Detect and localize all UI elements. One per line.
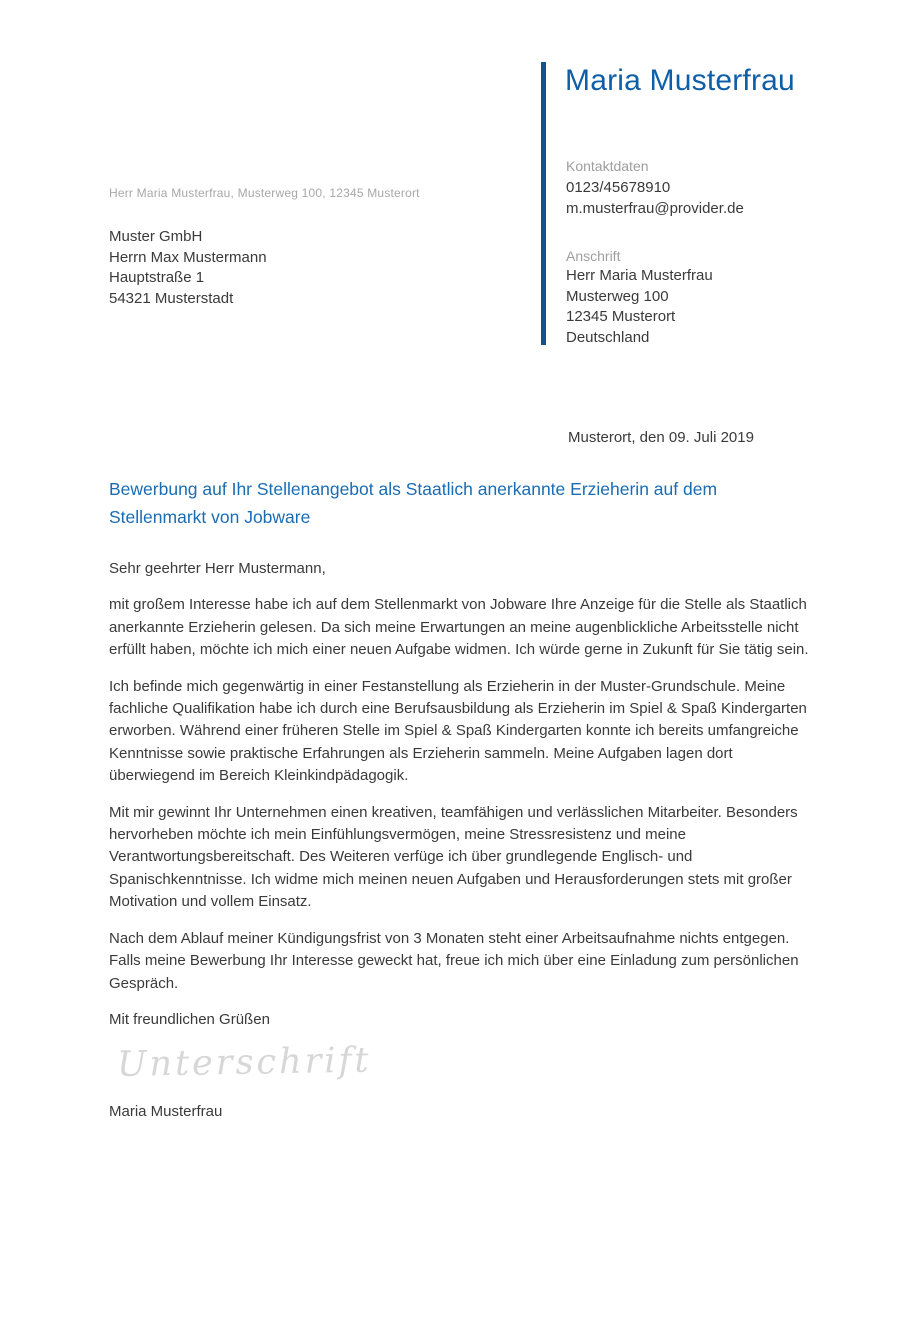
date-line: Musterort, den 09. Juli 2019 <box>568 429 754 446</box>
recipient-line-person: Herrn Max Mustermann <box>109 248 267 266</box>
recipient-line-street: Hauptstraße 1 <box>109 269 205 286</box>
address-line-name: Herr Maria Musterfrau <box>566 267 713 285</box>
address-line-street: Musterweg 100 <box>566 287 669 305</box>
closing-phrase: Mit freundlichen Grüßen <box>109 1010 270 1028</box>
recipient-line-city: 54321 Musterstadt <box>109 289 234 307</box>
contact-section-label: Kontaktdaten <box>566 158 649 174</box>
signature-script: Unterschrift <box>116 1040 372 1086</box>
body-paragraph-4: Nach dem Ablauf meiner Kündigungsfrist von 3 Monaten steht einer Arbeitsaufnahme nichts entgegen. Falls meine Bewerbung Ihr Interesse geweckt hat, freue ich mich über eine Einladung zum persönlichen Gespräch. <box>109 929 799 992</box>
header-accent-bar <box>541 62 546 345</box>
contact-section <box>566 156 744 219</box>
letter-body <box>109 476 816 1120</box>
address-section <box>566 246 713 348</box>
body-paragraph-3: Mit mir gewinnt Ihr Unternehmen einen kreativen, teamfähigen und verlässlichen Mitarbeiter. Besonders hervorheben möchte ich mein Einfühlungsvermögen, meine Stressresistenz und meine Verantwortungsbereitschaft. Des Weiteren verfüge ich über grundlegende Englisch- und Spanischkenntnisse. Ich widme mich meinen neuen Aufgaben und Herausforderungen stets mit großer Motivation und vollem Einsatz. <box>109 803 798 911</box>
sender-return-address: Herr Maria Musterfrau, Musterweg 100, 12345 Musterort <box>109 186 420 200</box>
address-section-label: Anschrift <box>566 248 621 264</box>
salutation: Sehr geehrter Herr Mustermann, <box>109 560 326 577</box>
phone-number: 0123/45678910 <box>566 179 671 196</box>
address-line-country: Deutschland <box>566 328 650 346</box>
signature-name: Maria Musterfrau <box>109 1103 223 1121</box>
address-line-city: 12345 Musterort <box>566 308 676 326</box>
applicant-name: Maria Musterfrau <box>565 64 795 97</box>
email-address: m.musterfrau@provider.de <box>566 200 744 217</box>
body-paragraph-1: mit großem Interesse habe ich auf dem Stellenmarkt von Jobware Ihre Anzeige für die Stelle als Staatlich anerkannte Erzieherin gelesen. Da sich meine Erwartungen an meine augenblickliche Arbeitsstelle nicht erfüllt haben, möchte ich mich einer neuen Aufgabe widmen. Ich würde gerne in Zukunft für Sie tätig sein. <box>109 596 809 659</box>
recipient-address-block <box>109 227 267 309</box>
body-paragraph-2: Ich befinde mich gegenwärtig in einer Festanstellung als Erzieherin in der Muster-Grundschule. Meine fachliche Qualifikation habe ich durch eine Berufsausbildung als Erzieherin im Spiel & Spaß Kindergarten erworben. Während einer früheren Stelle im Spiel & Spaß Kindergarten konnte ich bereits umfangreiche Kenntnisse sowie praktische Erfahrungen als Erzieherin sammeln. Meine Aufgaben lagen dort überwiegend im Bereich Kleinkindpädagogik. <box>109 677 807 785</box>
recipient-line-company: Muster GmbH <box>109 228 203 245</box>
subject-line: Bewerbung auf Ihr Stellenangebot als Staatlich anerkannte Erzieherin auf dem Stellenmarkt von Jobware <box>109 479 718 527</box>
